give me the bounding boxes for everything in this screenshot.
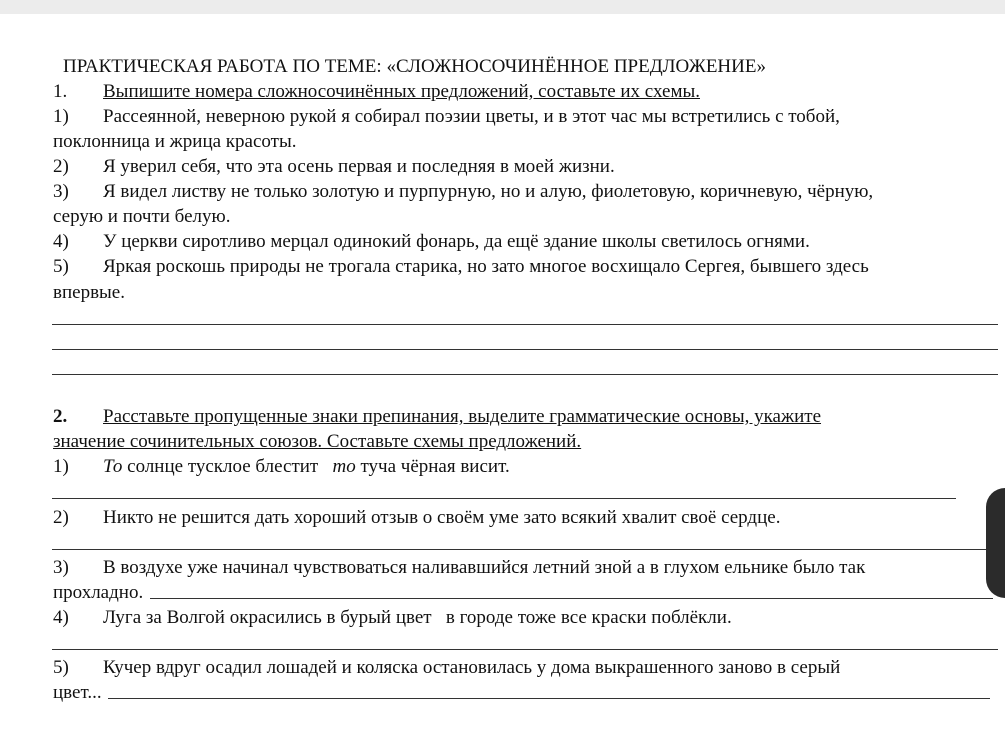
task2-heading [53, 404, 821, 429]
answer-line[interactable] [52, 324, 998, 325]
task1-item-3 [53, 179, 873, 204]
item-text: То [103, 456, 123, 477]
item-text: то [332, 456, 356, 477]
item-text: Яркая роскошь природы не трогала старика, но зато многое восхищало Сергея, бывшего здесь [103, 256, 869, 277]
answer-line[interactable] [52, 349, 998, 350]
item-text: туча чёрная висит. [355, 456, 510, 477]
answer-line[interactable] [52, 374, 998, 375]
task1-item-5 [53, 254, 869, 279]
task2-instruction: Расставьте пропущенные знаки препинания, выделите грамматические основы, укажите [103, 406, 822, 427]
item-number: 5) [53, 256, 69, 277]
item-number: 1) [53, 106, 69, 127]
item-number: 2) [53, 156, 69, 177]
answer-line[interactable] [52, 549, 998, 550]
task2-item-3 [53, 555, 865, 580]
item-number: 3) [53, 557, 69, 578]
task2-item-5 [53, 655, 840, 680]
item-text: Я видел листву не только золотую и пурпурную, но и алую, фиолетовую, коричневую, чёрную, [103, 181, 874, 202]
task1-instruction: Выпишите номера сложносочинённых предложений, составьте их схемы. [103, 81, 700, 102]
item-text-cont [53, 580, 143, 605]
answer-line[interactable] [52, 649, 998, 650]
task1-item-1 [53, 104, 840, 129]
top-bar [0, 0, 1005, 14]
item-text: цвет... [53, 682, 102, 703]
task2-item-2 [53, 505, 780, 530]
item-number: 4) [53, 607, 69, 628]
task2-item-1 [53, 454, 510, 479]
item-text-cont: серую и почти белую. [53, 206, 231, 227]
item-number: 3) [53, 181, 69, 202]
item-number: 5) [53, 657, 69, 678]
task2-item-4 [53, 605, 732, 630]
task2-instruction-cont: значение сочинительных союзов. Составьте схемы предложений. [53, 431, 582, 452]
item-number: 1) [53, 456, 69, 477]
item-text: Я уверил себя, что эта осень первая и последняя в моей жизни. [103, 156, 615, 177]
answer-line[interactable] [108, 698, 990, 699]
item-text-cont: впервые. [53, 282, 125, 303]
page-title: ПРАКТИЧЕСКАЯ РАБОТА ПО ТЕМЕ: «СЛОЖНОСОЧИНЁННОЕ ПРЕДЛОЖЕНИЕ» [63, 56, 766, 77]
task-number: 2. [53, 406, 68, 427]
answer-line[interactable] [52, 498, 956, 499]
item-text: Рассеянной, неверною рукой я собирал поэзии цветы, и в этот час мы встретились с тобой, [103, 106, 840, 127]
floating-action-button[interactable] [986, 488, 1005, 598]
item-text: Никто не решится дать хороший отзыв о своём уме зато всякий хвалит своё сердце. [103, 507, 781, 528]
task-number: 1. [53, 81, 68, 102]
task1-item-2 [53, 154, 615, 179]
item-text: У церкви сиротливо мерцал одинокий фонарь, да ещё здание школы светилось огнями. [103, 231, 810, 252]
item-text: солнце тусклое блестит [122, 456, 333, 477]
item-text-cont [53, 680, 102, 705]
item-number: 2) [53, 507, 69, 528]
item-text: В воздухе уже начинал чувствоваться наливавшийся летний зной а в глухом ельнике было так [103, 557, 866, 578]
task1-heading [53, 79, 700, 104]
answer-line[interactable] [150, 598, 993, 599]
item-number: 4) [53, 231, 69, 252]
item-text-cont: поклонница и жрица красоты. [53, 131, 297, 152]
item-text: прохладно. [53, 582, 144, 603]
item-text: Кучер вдруг осадил лошадей и коляска остановилась у дома выкрашенного заново в серый [103, 657, 841, 678]
item-text: Луга за Волгой окрасились в бурый цвет в городе тоже все краски поблёкли. [103, 607, 732, 628]
task1-item-4 [53, 229, 810, 254]
